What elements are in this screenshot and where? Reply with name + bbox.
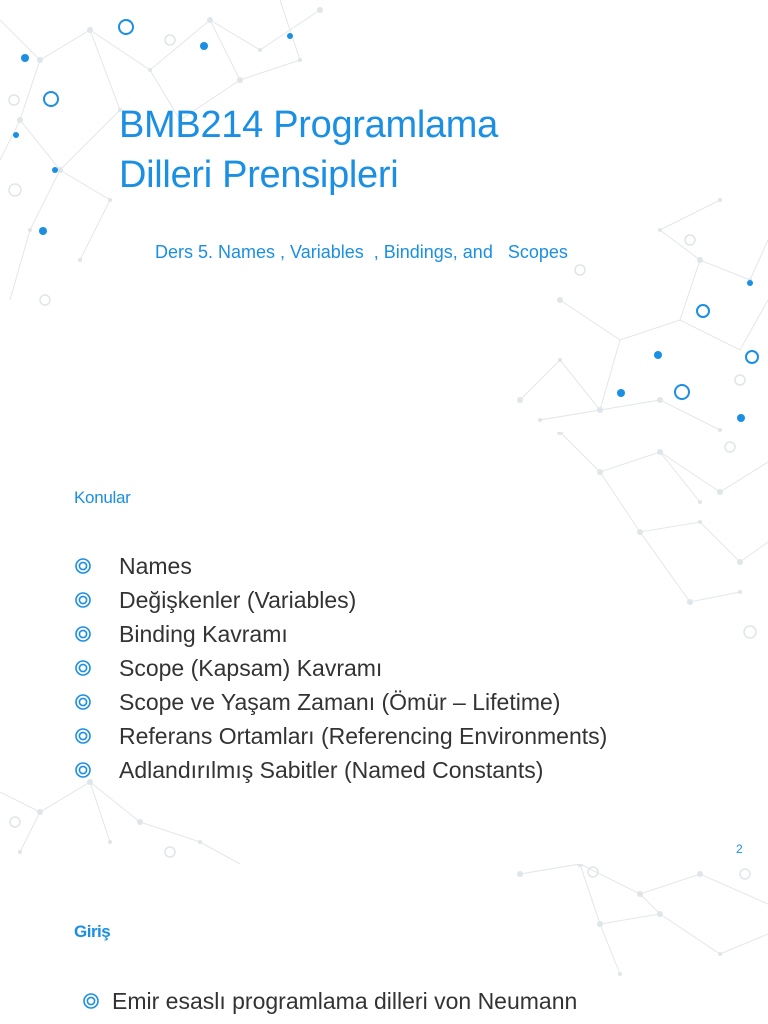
list-item-text: Binding Kavramı	[119, 620, 288, 647]
list-item	[74, 651, 607, 685]
list-item	[82, 984, 577, 1018]
list-item-text: Names	[119, 552, 192, 579]
list-item-text: Adlandırılmış Sabitler (Named Constants)	[119, 756, 544, 783]
intro-list	[82, 984, 577, 1018]
double-ring-bullet-icon	[74, 761, 92, 779]
double-ring-bullet-icon	[74, 625, 92, 643]
list-item	[74, 719, 607, 753]
list-item-text: Emir esaslı programlama dilleri von Neumann	[112, 987, 578, 1014]
section-heading: Giriş	[74, 922, 111, 941]
double-ring-bullet-icon	[74, 727, 92, 745]
slide-title-heading	[119, 100, 498, 200]
double-ring-bullet-icon	[74, 557, 92, 575]
list-item	[74, 549, 607, 583]
slide-subtitle: Ders 5. Names , Variables , Bindings, and Scopes	[155, 242, 568, 262]
title-line-2: Dilleri Prensipleri	[119, 154, 399, 196]
list-item-text: Scope (Kapsam) Kavramı	[119, 654, 383, 681]
double-ring-bullet-icon	[74, 659, 92, 677]
page-number: 2	[736, 842, 743, 856]
list-item-text: Referans Ortamları (Referencing Environments)	[119, 722, 608, 749]
title-line-1: BMB214 Programlama	[119, 104, 498, 146]
double-ring-bullet-icon	[74, 591, 92, 609]
double-ring-bullet-icon	[74, 693, 92, 711]
section-heading: Konular	[74, 488, 131, 507]
list-item-text: Değişkenler (Variables)	[119, 586, 357, 613]
list-item	[74, 583, 607, 617]
double-ring-bullet-icon	[82, 992, 100, 1010]
network-decoration	[0, 0, 768, 432]
slide-title	[0, 0, 768, 432]
list-item-text: Scope ve Yaşam Zamanı (Ömür – Lifetime)	[119, 688, 561, 715]
list-item	[74, 617, 607, 651]
list-item	[74, 753, 607, 787]
topic-list	[74, 549, 607, 787]
slide-topics	[0, 432, 768, 864]
slide-introduction	[0, 864, 768, 1024]
list-item	[74, 685, 607, 719]
